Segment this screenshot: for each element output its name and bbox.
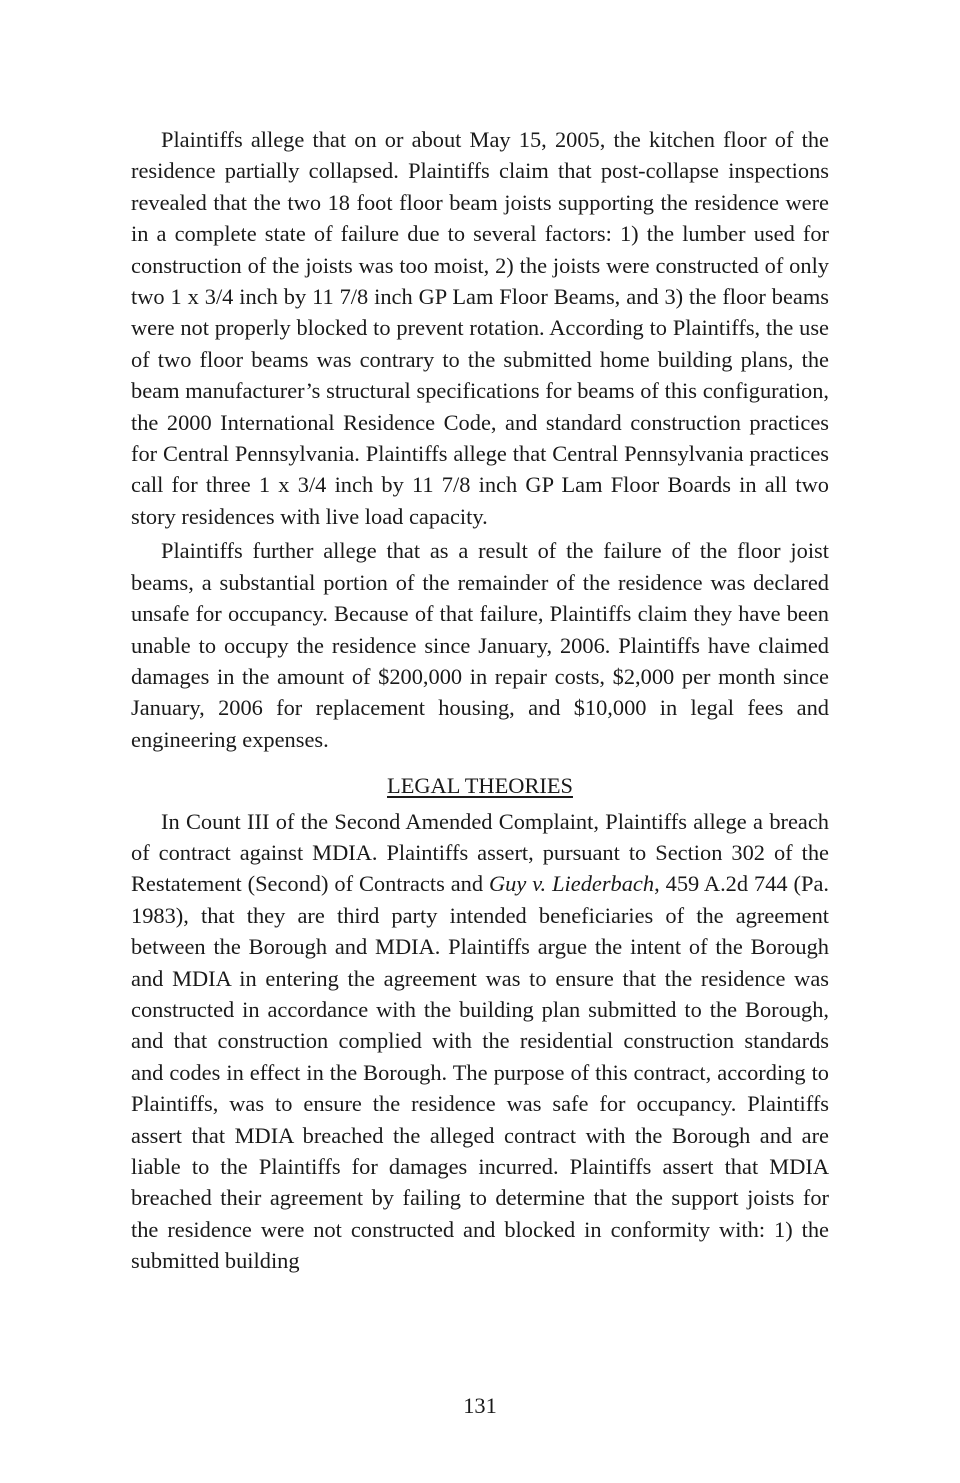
legal-text-part-1: In Count III of the Second Amended Complaint, Plaintiffs allege a breach of contract against MDIA. Plaintiffs assert, pursuant to Section 302 of the Restatement (Second) of Contracts and — [131, 808, 829, 897]
section-heading — [131, 770, 829, 801]
page-number: 131 — [463, 1393, 497, 1418]
body-text — [131, 124, 829, 1277]
paragraph-legal-theories — [131, 806, 829, 1277]
legal-text-part-2: , 459 A.2d 744 (Pa. 1983), that they are third party intended beneficiaries of the agreement between the Borough and MDIA. Plaintiffs argue the intent of the Borough and MDIA in entering the agreement was to ensure that the residence was constructed in accordance with the building plan submitted to the Borough, and that construction complied with the residential construction standards and codes in effect in the Borough. The purpose of this contract, according to Plaintiffs, was to ensure the residence was safe for occupancy. Plaintiffs assert that MDIA breached the alleged contract with the Borough and are liable to the Plaintiffs for damages incurred. Plaintiffs assert that MDIA breached their agreement by failing to determine that the support joists for the residence were not constructed and blocked in conformity with: 1) the submitted building — [131, 871, 829, 1274]
paragraph-collapse-facts: Plaintiffs allege that on or about May 15, 2005, the kitchen floor of the residence partially collapsed. Plaintiffs claim that post-collapse inspections revealed that the two 18 foot floor beam joists supporting the residence were in a complete state of failure due to several factors: 1) the lumber used for construction of the joists was too moist, 2) the joists were constructed of only two 1 x 3/4 inch by 11 7/8 inch GP Lam Floor Beams, and 3) the floor beams were not properly blocked to prevent rotation. According to Plaintiffs, the use of two floor beams was contrary to the submitted home building plans, the beam manufacturer’s structural specifications for beams of this configuration, the 2000 International Residence Code, and standard construction practices for Central Pennsylvania. Plaintiffs allege that Central Pennsylvania practices call for three 1 x 3/4 inch by 11 7/8 inch GP Lam Floor Boards in all two story residences with live load capacity. — [131, 127, 829, 529]
section-heading-text: LEGAL THEORIES — [387, 773, 573, 799]
paragraph-damages: Plaintiffs further allege that as a result of the failure of the floor joist beams, a substantial portion of the remainder of the residence was declared unsafe for occupancy. Because of that failure, Plaintiffs claim they have been unable to occupy the residence since January, 2006. Plaintiffs have claimed damages in the amount of $200,000 in repair costs, $2,000 per month since January, 2006 for replacement housing, and $10,000 in legal fees and engineering expenses. — [131, 538, 829, 752]
case-citation-name: Guy v. Liederbach — [489, 871, 655, 897]
